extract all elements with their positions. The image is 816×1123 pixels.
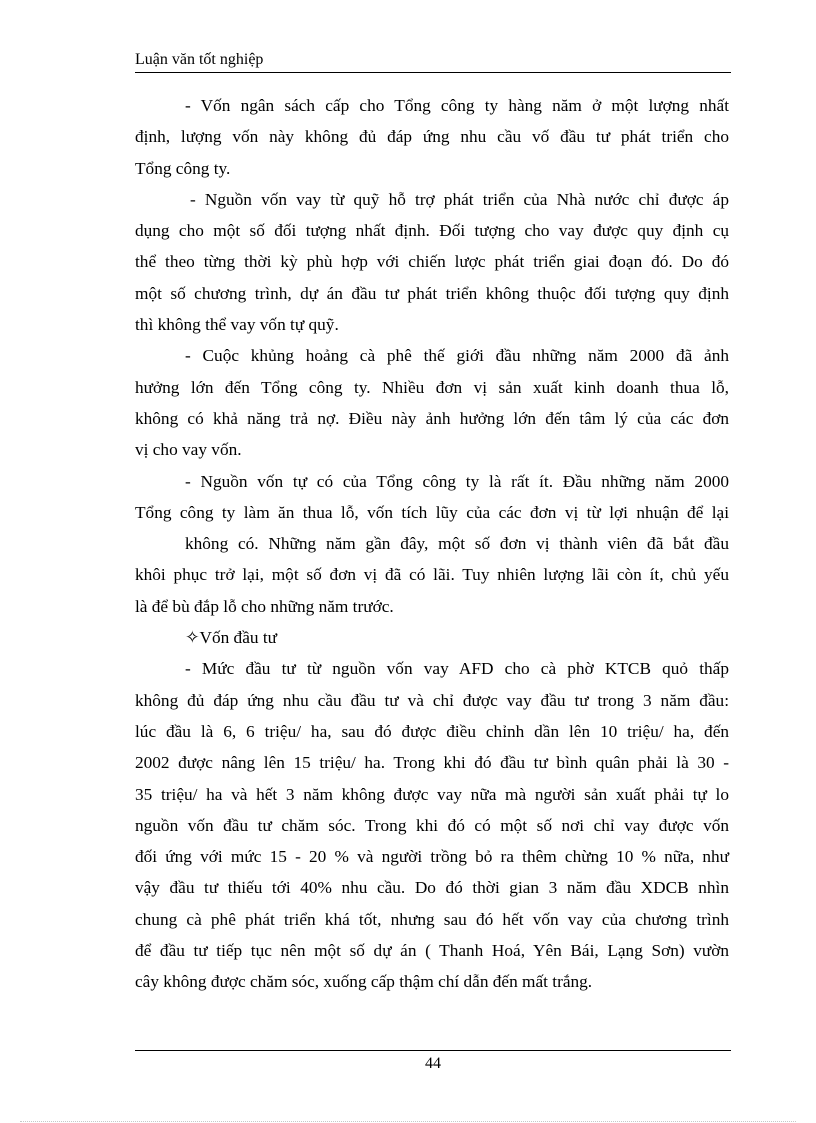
text-line: vị cho vay vốn. (135, 440, 242, 460)
text-line: để đầu tư tiếp tục nên một số dự án ( Thanh Hoá, Yên Bái, Lạng Sơn) vườn (135, 941, 729, 961)
header-title: Luận văn tốt nghiệp (135, 51, 264, 68)
text-line: lúc đầu là 6, 6 triệu/ ha, sau đó được điều chỉnh dần lên 10 triệu/ ha, đến (135, 721, 729, 741)
text-line: đối ứng với mức 15 - 20 % và người trồng bỏ ra thêm chừng 10 % nữa, như (135, 847, 729, 867)
text-line: là để bù đắp lỗ cho những năm trước. (135, 596, 394, 616)
text-line: nguồn vốn đầu tư chăm sóc. Trong khi đó có một số nơi chỉ vay được vốn (135, 815, 729, 835)
text-line: thể theo từng thời kỳ phù hợp với chiến lược phát triển giai đoạn đó. Do đó (135, 252, 729, 272)
text-line: dụng cho một số đối tượng nhất định. Đối tượng cho vay được quy định cụ (135, 221, 729, 241)
body-text (135, 90, 729, 998)
text-line: 2002 được nâng lên 15 triệu/ ha. Trong khi đó đầu tư bình quân phải là 30 - (135, 753, 729, 773)
text-line: hưởng lớn đến Tổng công ty. Nhiều đơn vị sản xuất kinh doanh thua lỗ, (135, 377, 729, 397)
section-heading: ✧Vốn đầu tư (185, 628, 278, 648)
text-line: - Nguồn vốn vay từ quỹ hỗ trợ phát triển của Nhà nước chỉ được áp (190, 189, 729, 209)
text-line: Tổng công ty làm ăn thua lỗ, vốn tích lũy của các đơn vị từ lợi nhuận để lại (135, 502, 729, 522)
text-line: định, lượng vốn này không đủ đáp ứng nhu cầu vố đầu tư phát triển cho (135, 127, 729, 147)
text-line: Tổng công ty. (135, 158, 231, 178)
text-line: không có. Những năm gần đây, một số đơn vị thành viên đã bắt đầu (185, 534, 729, 554)
text-line: cây không được chăm sóc, xuống cấp thậm chí dẫn đến mất trắng. (135, 972, 593, 992)
text-line: không đủ đáp ứng nhu cầu đầu tư và chỉ được vay đầu tư trong 3 năm đầu: (135, 690, 729, 710)
text-line: - Cuộc khủng hoảng cà phê thế giới đầu những năm 2000 đã ảnh (185, 346, 729, 366)
page-header (135, 48, 731, 73)
text-line: vậy đầu tư thiếu tới 40% nhu cầu. Do đó thời gian 3 năm đầu XDCB nhìn (135, 878, 729, 898)
text-line: - Nguồn vốn tự có của Tổng công ty là rất ít. Đầu những năm 2000 (185, 471, 729, 491)
text-line: thì không thể vay vốn tự quỹ. (135, 315, 339, 335)
page-number: 44 (425, 1055, 441, 1072)
text-line: - Vốn ngân sách cấp cho Tổng công ty hàng năm ở một lượng nhất (185, 96, 729, 115)
text-line: - Mức đầu tư từ nguồn vốn vay AFD cho cà phờ KTCB quỏ thấp (185, 659, 729, 679)
text-line: một số chương trình, dự án đầu tư phát triển không thuộc đối tượng quy định (135, 283, 729, 303)
page-edge-divider (20, 1121, 796, 1122)
text-line: chung cà phê phát triển khá tốt, nhưng sau đó hết vốn vay của chương trình (135, 909, 729, 929)
text-line: 35 triệu/ ha và hết 3 năm không được vay nữa mà người sản xuất phải tự lo (135, 784, 729, 804)
text-line: không có khả năng trả nợ. Điều này ảnh hưởng lớn đến tâm lý của các đơn (135, 408, 729, 428)
footer-divider (135, 1050, 731, 1051)
text-line: khôi phục trở lại, một số đơn vị đã có lãi. Tuy nhiên lượng lãi còn ít, chủ yếu (135, 565, 729, 585)
